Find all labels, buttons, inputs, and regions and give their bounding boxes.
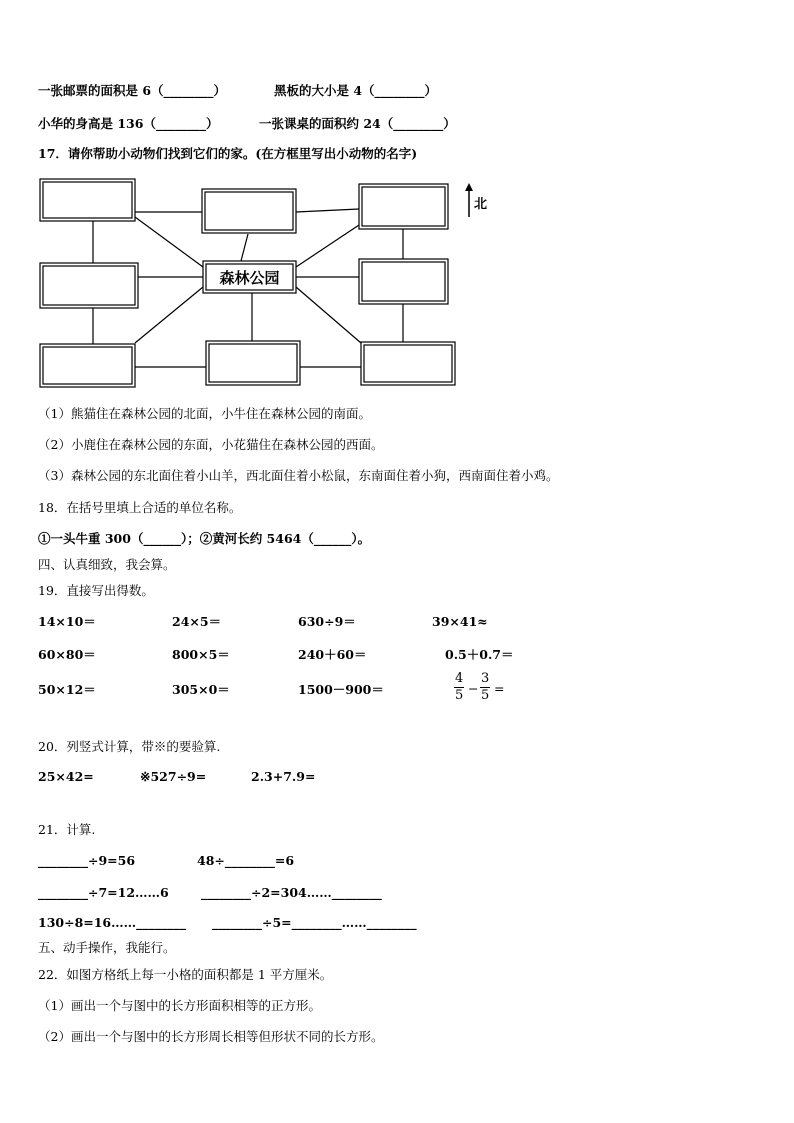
q17-title: 17．请你帮助小动物们找到它们的家。(在方框里写出小动物的名字) (38, 146, 418, 161)
q20-item-1: 25×42= (38, 769, 94, 784)
q17-hint-2: （2）小鹿住在森林公园的东面，小花猫住在森林公园的西面。 (38, 437, 384, 452)
q19-fraction-b: $\frac{3}{5}$ (481, 671, 490, 703)
q18-title: 18．在括号里填上合适的单位名称。 (38, 500, 242, 515)
box-northeast (359, 184, 448, 229)
q19-fraction-operator: − (468, 681, 479, 696)
q19-r1-c2: 24×5＝ (172, 614, 222, 629)
q18-line: ①一头牛重 300（______）；②黄河长约 5464（______）。 (38, 531, 371, 546)
q22-title: 22．如图方格纸上每一小格的面积都是 1 平方厘米。 (38, 967, 333, 982)
q20-item-3: 2.3+7.9= (251, 769, 316, 784)
q19-r1-c1: 14×10＝ (38, 614, 96, 629)
q20-item-2: ※527÷9= (140, 769, 207, 784)
q21-r3-right: ________÷5=________……________ (212, 915, 417, 930)
q21-r1-left: ________÷9=56 (38, 853, 136, 868)
q19-r2-c4: 0.5＋0.7＝ (445, 647, 514, 662)
q19-fraction-equals: = (494, 681, 505, 696)
spoke-n (241, 234, 248, 261)
q21-r1-right: 48÷________=6 (197, 853, 295, 868)
q19-fraction-a: $\frac{4}{5}$ (455, 671, 464, 703)
box-north (202, 189, 296, 233)
q19-r3-c3: 1500－900＝ (298, 682, 384, 697)
box-south (206, 341, 300, 385)
section-5-heading: 五、动手操作，我能行。 (38, 940, 176, 955)
q16-row2-left: 小华的身高是 136（________） (38, 116, 219, 131)
box-west (40, 263, 138, 308)
q19-r2-c3: 240＋60＝ (298, 647, 367, 662)
q22-sub-1: （1）画出一个与图中的长方形面积相等的正方形。 (38, 998, 321, 1013)
q19-r3-c2: 305×0＝ (172, 682, 230, 697)
q19-title: 19．直接写出得数。 (38, 583, 154, 598)
q21-r2-right: ________÷2=304……________ (201, 885, 382, 900)
q21-title: 21．计算. (38, 822, 96, 837)
q21-r3-left: 130÷8=16……________ (38, 915, 187, 930)
q16-row1-left: 一张邮票的面积是 6（________） (38, 83, 227, 98)
north-arrow-icon (465, 183, 473, 217)
spoke-sw (135, 287, 203, 343)
q22-sub-2: （2）画出一个与图中的长方形周长相等但形状不同的长方形。 (38, 1029, 384, 1044)
q17-hint-1: （1）熊猫住在森林公园的北面，小牛住在森林公园的南面。 (38, 406, 371, 421)
q19-r1-c4: 39×41≈ (432, 614, 488, 629)
spoke-se (296, 287, 361, 343)
box-southwest (40, 344, 135, 387)
q19-r2-c2: 800×5＝ (172, 647, 230, 662)
center-label: 森林公园 (219, 269, 280, 287)
box-northwest (40, 179, 135, 221)
q19-r3-c1: 50×12＝ (38, 682, 96, 697)
q16-row1-right: 黑板的大小是 4（________） (274, 83, 438, 98)
q17-hint-3: （3）森林公园的东北面住着小山羊，西北面住着小松鼠，东南面住着小狗，西南面住着小鸡。 (38, 468, 559, 483)
q16-row2-right: 一张课桌的面积约 24（________） (259, 116, 456, 131)
q20-title: 20．列竖式计算，带※的要验算. (38, 739, 221, 754)
spoke-nw (135, 217, 203, 267)
forest-park-map (38, 177, 498, 389)
q19-r1-c3: 630÷9＝ (298, 614, 356, 629)
q21-r2-left: ________÷7=12……6 (38, 885, 169, 900)
spoke-ne (296, 225, 359, 267)
box-east (359, 259, 448, 304)
box-southeast (361, 342, 455, 385)
north-label: 北 (474, 197, 488, 212)
section-4-heading: 四、认真细致，我会算。 (38, 557, 176, 572)
q19-r2-c1: 60×80＝ (38, 647, 96, 662)
connector-n-ne (296, 209, 359, 212)
